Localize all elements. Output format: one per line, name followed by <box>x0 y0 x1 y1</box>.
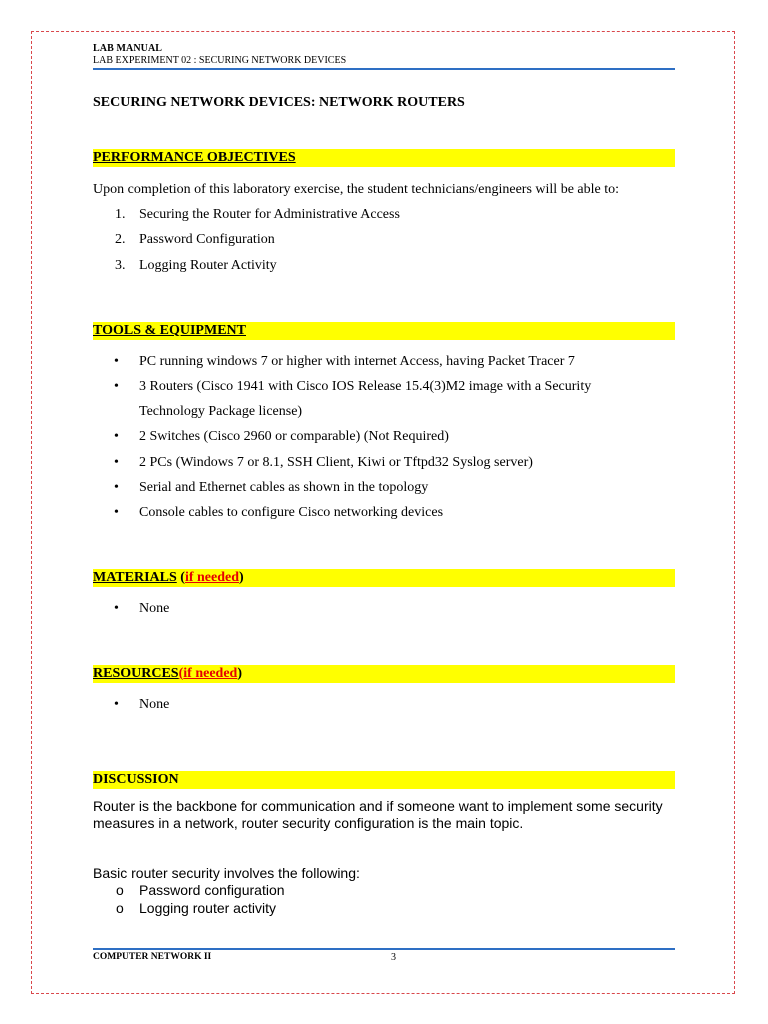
footer-rule <box>93 948 675 950</box>
discussion-intro: Basic router security involves the following: <box>93 865 360 881</box>
materials-heading-text: MATERIALS <box>93 570 177 585</box>
header-rule <box>93 68 675 70</box>
section-heading-discussion <box>93 771 675 789</box>
performance-heading-text: PERFORMANCE OBJECTIVES <box>93 150 296 165</box>
bullet-icon: • <box>114 455 119 470</box>
discussion-paragraph: Router is the backbone for communication and if someone want to implement some security measures in a network, router security configuration is the main topic. <box>93 798 663 831</box>
header-experiment: LAB EXPERIMENT 02 : SECURING NETWORK DEVICES <box>93 55 347 66</box>
list-item: 1. Securing the Router for Administrative Access <box>115 207 400 222</box>
footer-course: COMPUTER NETWORK II <box>93 952 212 962</box>
list-item: 2. Password Configuration <box>115 232 275 247</box>
bullet-icon: • <box>114 379 119 394</box>
bullet-icon: • <box>114 354 119 369</box>
document-title: SECURING NETWORK DEVICES: NETWORK ROUTERS <box>93 95 465 110</box>
list-item: 3. Logging Router Activity <box>115 258 277 273</box>
section-heading-tools <box>93 322 675 340</box>
section-heading-resources: RESOURCES(if needed) <box>93 665 675 683</box>
resources-heading-text: RESOURCES <box>93 666 179 681</box>
performance-intro: Upon completion of this laboratory exercise, the student technicians/engineers will be able to: <box>93 182 620 197</box>
bullet-icon: • <box>114 505 119 520</box>
section-heading-materials: MATERIALS (if needed) <box>93 569 675 587</box>
bullet-icon: • <box>114 697 119 712</box>
section-heading-performance <box>93 149 675 167</box>
if-needed-note: if needed <box>184 570 239 585</box>
bullet-icon: • <box>114 601 119 616</box>
bullet-icon: • <box>114 480 119 495</box>
if-needed-note: if needed <box>183 666 238 681</box>
page-number: 3 <box>391 952 396 963</box>
circle-bullet-icon: o <box>116 882 124 898</box>
circle-bullet-icon: o <box>116 900 124 916</box>
discussion-heading-text: DISCUSSION <box>93 772 179 787</box>
bullet-icon: • <box>114 429 119 444</box>
tools-heading-text: TOOLS & EQUIPMENT <box>93 323 246 338</box>
header-lab-manual: LAB MANUAL <box>93 43 163 54</box>
